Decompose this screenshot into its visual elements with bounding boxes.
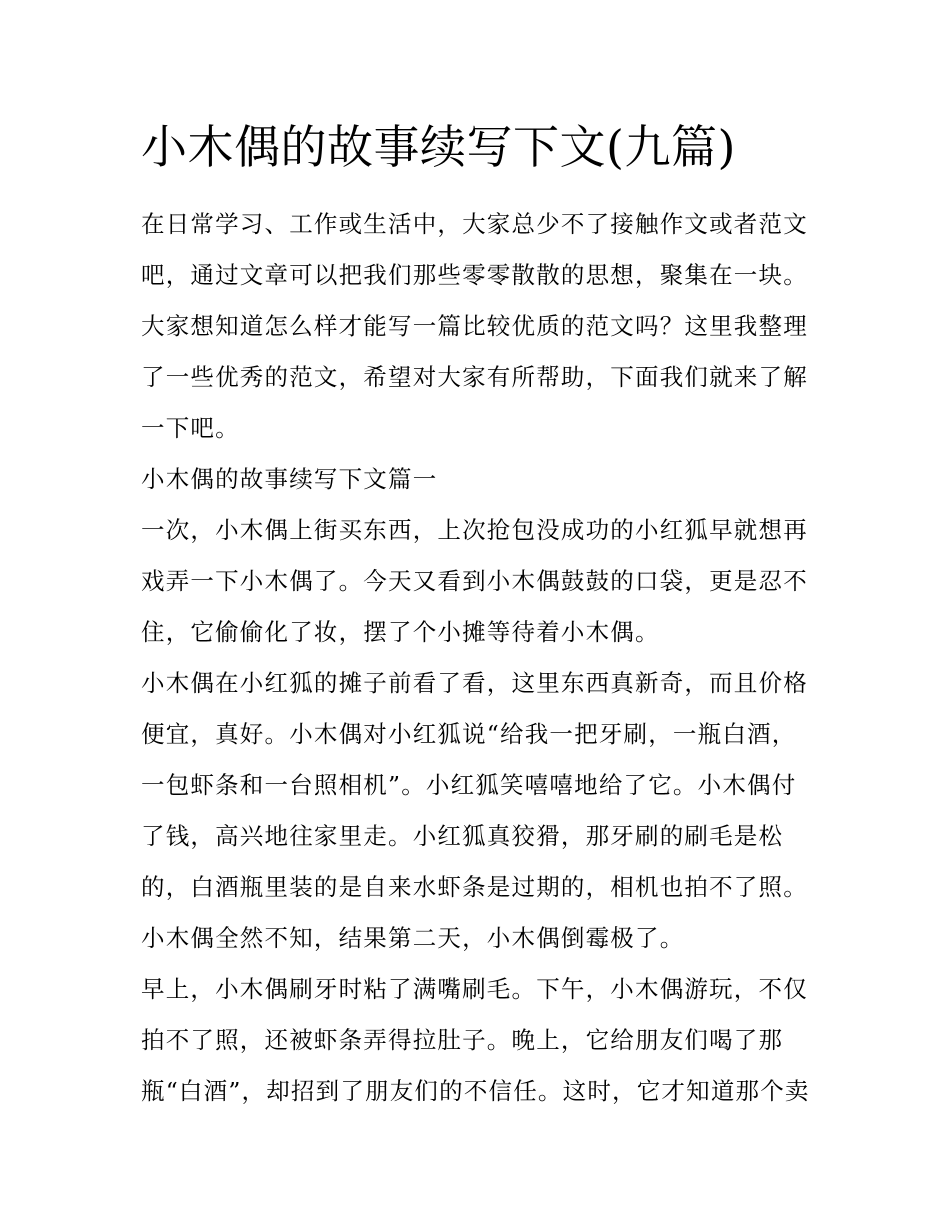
paragraph-line: 的，白酒瓶里装的是自来水虾条是过期的，相机也拍不了照。	[141, 873, 808, 901]
paragraph-line: 一次，小木偶上街买东西，上次抢包没成功的小红狐早就想再	[141, 516, 808, 544]
document-body	[141, 199, 817, 1117]
intro-line: 了一些优秀的范文，希望对大家有所帮助，下面我们就来了解	[141, 363, 808, 391]
paragraph-line: 便宜，真好。小木偶对小红狐说“给我一把牙刷，一瓶白酒，	[141, 720, 797, 748]
paragraph-line: 早上，小木偶刷牙时粘了满嘴刷毛。下午，小木偶游玩，不仅	[141, 975, 808, 1003]
paragraph-line: 瓶“白酒”，却招到了朋友们的不信任。这时，它才知道那个卖	[141, 1077, 810, 1105]
section-heading: 小木偶的故事续写下文篇一	[141, 465, 438, 493]
intro-line: 在日常学习、工作或生活中，大家总少不了接触作文或者范文	[141, 210, 808, 238]
intro-line: 吧，通过文章可以把我们那些零零散散的思想，聚集在一块。	[141, 261, 808, 289]
document-title: 小木偶的故事续写下文(九篇)	[141, 120, 736, 174]
paragraph-line: 一包虾条和一台照相机”。小红狐笑嘻嘻地给了它。小木偶付	[141, 771, 797, 799]
paragraph-line: 了钱，高兴地往家里走。小红狐真狡猾，那牙刷的刷毛是松	[141, 822, 784, 850]
paragraph-line: 戏弄一下小木偶了。今天又看到小木偶鼓鼓的口袋，更是忍不	[141, 567, 808, 595]
paragraph-line: 小木偶在小红狐的摊子前看了看，这里东西真新奇，而且价格	[141, 669, 808, 697]
paragraph-line: 住，它偷偷化了妆，摆了个小摊等待着小木偶。	[141, 618, 660, 646]
intro-line: 一下吧。	[141, 414, 240, 442]
paragraph-line: 拍不了照，还被虾条弄得拉肚子。晚上，它给朋友们喝了那	[141, 1026, 784, 1054]
paragraph-line: 小木偶全然不知，结果第二天，小木偶倒霉极了。	[141, 924, 685, 952]
intro-line: 大家想知道怎么样才能写一篇比较优质的范文吗？这里我整理	[141, 312, 808, 340]
